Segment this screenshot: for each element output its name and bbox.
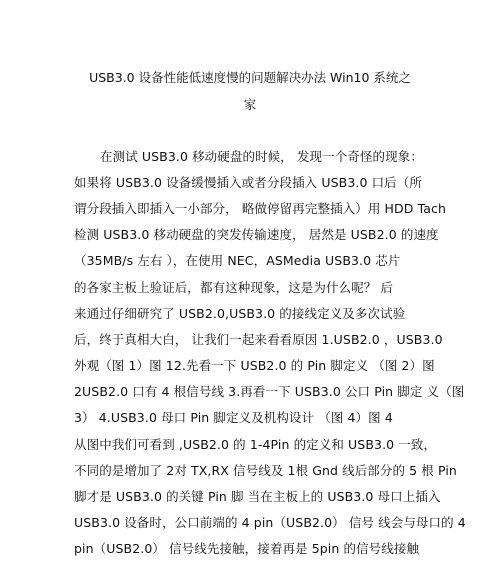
paragraph-line: 后，终于真相大白， 让我们一起来看看原因 1.USB2.0 ，USB3.0: [74, 332, 443, 347]
paragraph-line: 2USB2.0 口有 4 根信号线 3.再看一下 USB3.0 公口 Pin 脚定 义（图: [74, 384, 465, 399]
paragraph-line: 脚才是 USB3.0 的关键 Pin 脚 当在主板上的 USB3.0 母口上插入: [74, 489, 441, 504]
document-title-line-2: 家: [243, 97, 257, 112]
paragraph-line: 3） 4.USB3.0 母口 Pin 脚定义及机构设计 （图 4）图 4: [74, 410, 393, 425]
document-title-line-1: USB3.0 设备性能低速度慢的问题解决办法 Win10 系统之: [89, 70, 411, 85]
paragraph-line: 的各家主板上验证后，都有这种现象，这是为什么呢？ 后: [74, 280, 394, 295]
paragraph-line: 不同的是增加了 2对 TX,RX 信号线及 1根 Gnd 线后部分的 5 根 Pin: [74, 463, 457, 478]
paragraph-line: pin（USB2.0） 信号线先接触，接着再是 5pin 的信号线接触: [74, 541, 420, 556]
paragraph-line: 谓分段插入即插入一小部分， 略做停留再完整插入）用 HDD Tach: [74, 201, 446, 216]
paragraph-line: 检测 USB3.0 移动硬盘的突发传输速度， 居然是 USB2.0 的速度: [74, 227, 439, 242]
paragraph-line: 从图中我们可看到 ,USB2.0 的 1-4Pin 的定义和 USB3.0 一致，: [74, 437, 437, 452]
paragraph-line: 在测试 USB3.0 移动硬盘的时候， 发现一个奇怪的现象：: [100, 149, 423, 164]
paragraph-line: （35MB/s 左右 ），在使用 NEC，ASMedia USB3.0 芯片: [74, 253, 401, 268]
paragraph-line: 来通过仔细研究了 USB2.0,USB3.0 的接线定义及多次试验: [74, 306, 406, 321]
paragraph-line: USB3.0 设备时，公口前端的 4 pin（USB2.0） 信号 线会与母口的 4: [74, 515, 466, 530]
paragraph-line: 外观（图 1）图 12.先看一下 USB2.0 的 Pin 脚定义 （图 2）图: [74, 358, 435, 373]
paragraph-line: 如果将 USB3.0 设备缓慢插入或者分段插入 USB3.0 口后（所: [74, 175, 422, 190]
